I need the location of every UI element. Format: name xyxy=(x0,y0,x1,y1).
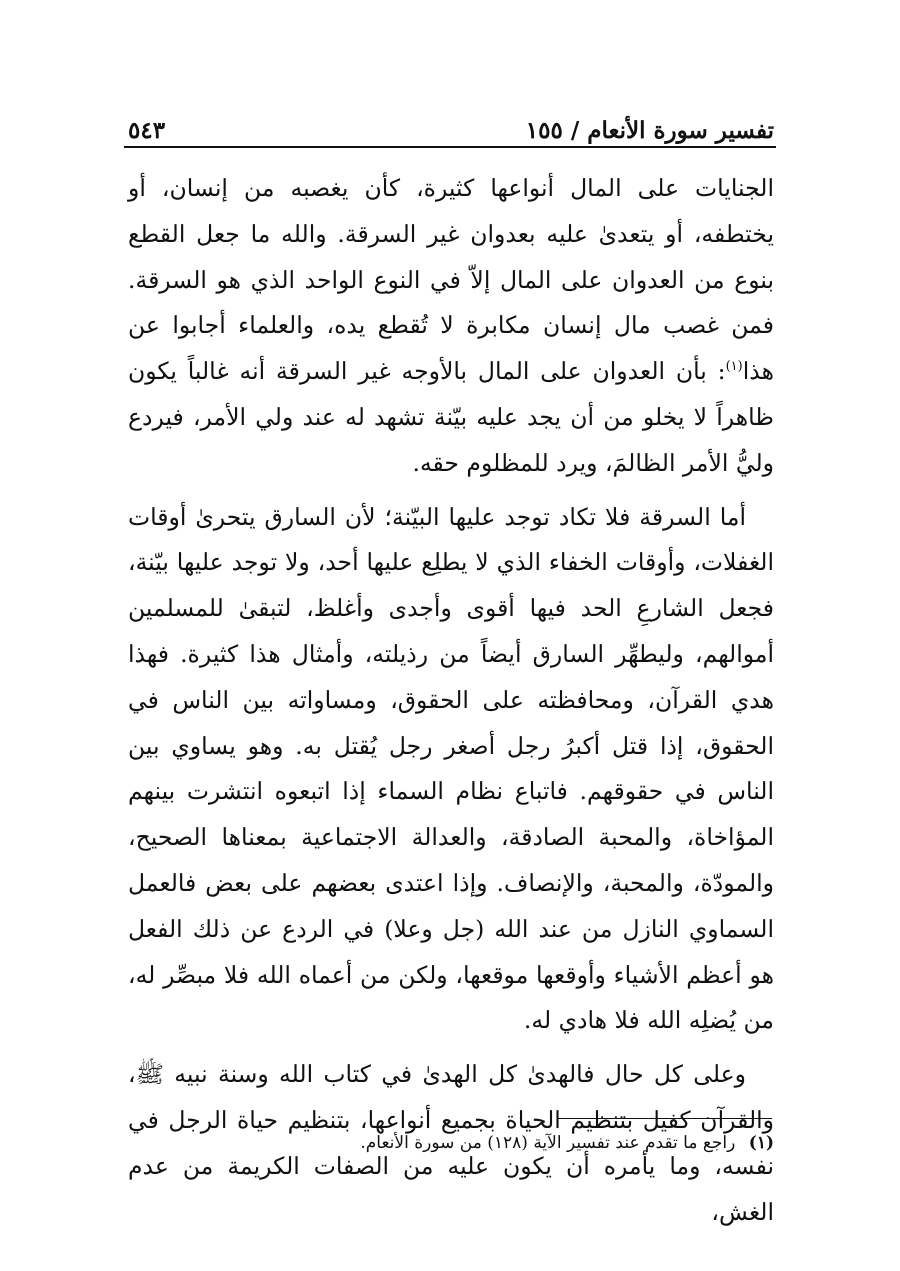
running-title: تفسير سورة الأنعام / ١٥٥ xyxy=(525,117,774,144)
page-header xyxy=(128,108,774,144)
footnote xyxy=(128,1128,774,1158)
header-divider xyxy=(124,146,776,148)
paragraph-3: وعلى كل حال فالهدىٰ كل الهدىٰ في كتاب الله وسنة نبيه ﷺ، والقرآن كفيل بتنظيم الحياة بجميع أنواعها، بتنظيم حياة الرجل في نفسه، وما يأمره أن يكون عليه من الصفات الكريمة من عدم الغش، xyxy=(128,1060,774,1226)
paragraph-1-text: الجنايات على المال أنواعها كثيرة، كأن يغصبه من إنسان، أو يختطفه، أو يتعدىٰ عليه بعدوان غير السرقة. والله ما جعل القطع بنوع من العدوان على المال إلاّ في النوع الواحد الذي هو السرقة. فمن غصب مال إنسان مكابرة لا تُقطع يده، والعلماء أجابوا عن هذا xyxy=(128,174,774,386)
footnote-number: (١) xyxy=(748,1133,774,1153)
footnote-text: راجع ما تقدم عند تفسير الآية (١٢٨) من سورة الأنعام. xyxy=(360,1133,736,1153)
footnote-divider xyxy=(558,1118,772,1119)
paragraph-1-continuation: : بأن العدوان على المال بالأوجه غير السرقة أنه غالباً يكون ظاهراً لا يخلو من أن يجد عليه بيّنة تشهد له عند ولي الأمر، فيردع وليُّ الأمر الظالمَ، ويرد للمظلوم حقه. xyxy=(128,357,774,477)
paragraph-1 xyxy=(128,166,774,487)
paragraph-2: أما السرقة فلا تكاد توجد عليها البيّنة؛ لأن السارق يتحرىٰ أوقات الغفلات، وأوقات الخفاء الذي لا يطلِع عليها أحد، ولا توجد عليها بيّنة، فجعل الشارعِ الحد فيها أقوى وأجدى وأغلظ، لتبقىٰ للمسلمين أموالهم، وليطهِّر السارق أيضاً من رذيلته، وأمثال هذا كثيرة. فهذا هدي القرآن، ومحافظته على الحقوق، ومساواته بين الناس في الحقوق، إذا قتل أكبرُ رجل أصغر رجل يُقتل به. وهو يساوي بين الناس في حقوقهم. فاتباع نظام السماء إذا اتبعوه انتشرت بينهم المؤاخاة، والمحبة الصادقة، والعدالة الاجتماعية بمعناها الصحيح، والمودّة، والمحبة، والإنصاف. وإذا اعتدى بعضهم على بعض فالعمل السماوي النازل من عند الله (جل وعلا) في الردع عن ذلك الفعل هو أعظم الأشياء وأوقعها موقعها، ولكن من أعماه الله فلا مبصِّر له، من يُضلِه الله فلا هادي له. xyxy=(128,502,774,1035)
footnote-reference[interactable]: (١) xyxy=(725,359,743,375)
page-number: ٥٤٣ xyxy=(128,117,166,144)
main-text xyxy=(128,166,774,1243)
